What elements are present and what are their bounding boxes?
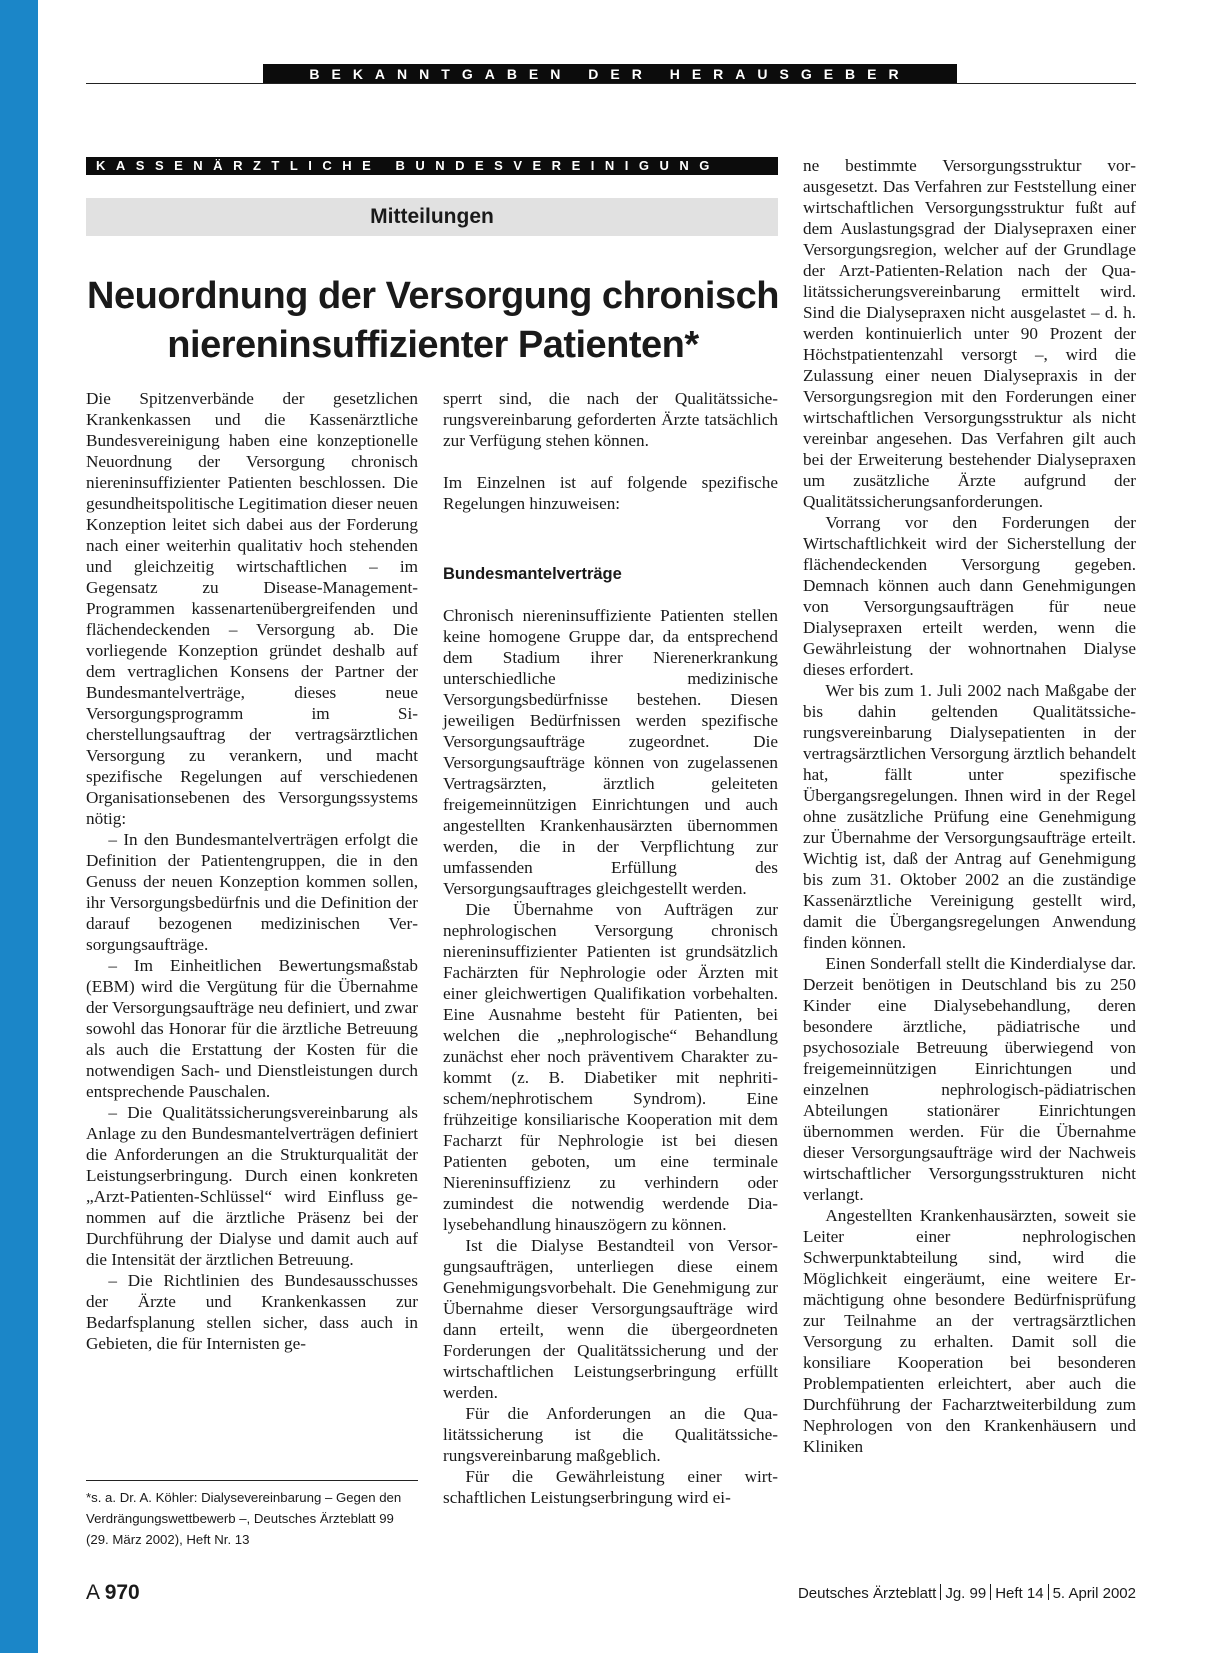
organization-banner: KASSENÄRZTLICHE BUNDESVEREINIGUNG (86, 157, 778, 175)
paragraph: Chronisch niereninsuffiziente Patienten stellen keine homogene Gruppe dar, da entsprechend dem Stadium ihrer Nierenerkrankung unterschiedliche medizinische Versorgungsbedürfnisse bestehen. Diesen jeweiligen Bedürfnissen werden spezifische Versorgungsaufträge zugeordnet. Die Versorgungsaufträge können von zugelassenen Vertragsärzten, ärztlich geleiteten freigemeinnützigen Einrichtungen und auch angestellten Krankenhausärzten übernommen werden, die in der Verpflichtung zur umfassenden Erfüllung des Versorgungsauftrages gleichgestellt werden. (443, 606, 778, 898)
journal-volume: Jg. 99 (945, 1585, 987, 1602)
page-prefix: A (86, 1581, 99, 1604)
journal-citation (798, 1584, 1136, 1604)
text-column-1 (86, 388, 418, 1354)
paragraph: – Die Qualitätssicherungsvereinbarung als Anlage zu den Bundesmantelverträgen definiert die Anforderungen an die Strukturqualität der Leistungserbringung. Durch einen konkreten „Arzt-Patienten-Schlüssel“ wird Einfluss genommen auf die ärztliche Präsenz bei der Durchführung der Dialyse und damit auch auf die Intensität der ärztlichen Betreuung. (86, 1103, 418, 1269)
header-rule (86, 83, 1136, 84)
divider (1048, 1584, 1049, 1600)
paragraph: Die Spitzenverbände der gesetzlichen Krankenkassen und die Kassenärztliche Bundesvereinigung haben eine konzeptionelle Neuordnung der Versorgung chronisch niereninsuffizienter Patienten beschlossen. Die gesundheitspolitische Legitimation dieser neuen Konzeption leitet sich dabei aus der Forderung nach einer weiterhin qualitativ hoch stehenden und gleichzeitig wirtschaftlichen – im Gegensatz zu Disease-Management-Programmen kassenartenübergreifenden und flächendeckenden – Versorgung ab. Die vorliegende Konzeption gründet deshalb auf dem vertraglichen Konsens der Partner der Bundesmantelverträge, dieses neue Versorgungsprogramm im Sicherstellungsauftrag der vertragsärztlichen Versorgung zu verankern, und macht spezifische Regelungen auf verschiedenen Organisationsebenen des Versorgungssystems nötig: (86, 389, 418, 828)
paragraph: Für die Anforderungen an die Qualitätssicherung ist die Qualitätssicherungsvereinbarung maßgeblich. (443, 1404, 778, 1465)
section-subheading: Bundesmantelverträge (443, 565, 622, 583)
category-label: Mitteilungen (86, 198, 778, 236)
footnote-rule (86, 1480, 418, 1481)
paragraph: Einen Sonderfall stellt die Kinderdialyse dar. Derzeit benötigen in Deutschland bis zu 250 Kinder eine Dialysebehandlung, deren besondere ärztliche, pädiatrische und psychosoziale Betreuung überwiegend von freigemeinnützigen Einrichtungen und einzelnen nephrologisch-pädiatrischen Abteilungen stationärer Einrichtungen übernommen werden. Für die Übernahme dieser Versorgungsaufträge wird der Nachweis wirtschaftlicher Versorgungsstrukturen nicht verlangt. (803, 954, 1136, 1204)
text-column-3 (803, 155, 1136, 1457)
paragraph: Ist die Dialyse Bestandteil von Versorgungsaufträgen, unterliegen diese einem Genehmigungsvorbehalt. Die Genehmigung zur Übernahme dieser Versorgungsaufträge wird dann erteilt, wenn die übergeordneten Forderungen der Qualitätssicherung und der wirtschaftlichen Leistungserbringung erfüllt werden. (443, 1236, 778, 1402)
footnote: *s. a. Dr. A. Köhler: Dialysevereinbarung – Gegen den Verdrängungswettbewerb –, Deutsches Ärzteblatt 99 (29. März 2002), Heft Nr. 13 (86, 1490, 402, 1547)
paragraph: sperrt sind, die nach der Qualitätssicherungsvereinbarung geforderten Ärzte tatsächlich zur Verfügung stehen können. (443, 389, 778, 450)
page-number-value: 970 (104, 1581, 140, 1604)
paragraph: – Im Einheitlichen Bewertungsmaßstab (EBM) wird die Vergütung für die Übernahme der Versorgungsaufträge neu definiert, und zwar sowohl das Honorar für die ärztliche Betreuung als auch die Erstattung der Kosten für die notwendigen Sach- und Dienstleistungen durch entsprechende Pauschalen. (86, 956, 418, 1101)
paragraph: – In den Bundesmantelverträgen erfolgt die Definition der Patientengruppen, die in den Genuss der neuen Konzeption kommen sollen, ihr Versorgungsbedürfnis und die Definition der darauf bezogenen medizinischen Versorgungsaufträge. (86, 830, 418, 954)
paragraph: Im Einzelnen ist auf folgende spezifische Regelungen hinzuweisen: (443, 473, 778, 513)
section-banner: BEKANNTGABEN DER HERAUSGEBER (263, 64, 957, 84)
page-number (86, 1580, 140, 1606)
text-column-2 (443, 388, 778, 1508)
article-title: Neuordnung der Versorgung chronisch niereninsuffizienter Patienten* (87, 275, 779, 366)
paragraph: Wer bis zum 1. Juli 2002 nach Maßgabe der bis dahin geltenden Qualitätssicherungsvereinbarung Dialysepatienten in der vertragsärztlichen Versorgung ärztlich behandelt hat, fällt unter spezifische Übergangsregelungen. Ihnen wird in der Regel ohne zusätzliche Prüfung eine Genehmigung zur Übernahme der Versorgungsaufträge erteilt. Wichtig ist, daß der Antrag auf Genehmigung bis zum 31. Oktober 2002 an die zuständige Kassenärztliche Vereinigung gestellt wird, damit die Übergangsregelungen Anwendung finden können. (803, 681, 1136, 952)
divider (940, 1584, 941, 1600)
paragraph: Für die Gewährleistung einer wirtschaftlichen Leistungserbringung wird ei- (443, 1467, 778, 1507)
paragraph: – Die Richtlinien des Bundesausschusses der Ärzte und Krankenkassen zur Bedarfsplanung stellen sicher, dass auch in Gebieten, die für Internisten ge- (86, 1271, 418, 1353)
journal-issue: Heft 14 (995, 1585, 1044, 1602)
journal-name: Deutsches Ärzteblatt (797, 1585, 937, 1602)
paragraph: Die Übernahme von Aufträgen zur nephrologischen Versorgung chronisch niereninsuffizienter Patienten ist grundsätzlich Fachärzten für Nephrologie oder Ärzten mit einer gleichwertigen Qualifikation vorbehalten. Eine Ausnahme besteht für Patienten, bei welchen die „nephrologische“ Behandlung zunächst eher noch präventivem Charakter zukommt (z. B. Diabetiker mit nephritischem/nephrotischem Syndrom). Eine frühzeitige konsiliarische Kooperation mit dem Facharzt für Nephrologie ist bei diesen Patienten geboten, um eine terminale Niereninsuffizienz zu verhindern oder zumindest die notwendig werdende Dialysebehandlung hinauszögern zu können. (443, 900, 778, 1234)
paragraph: Angestellten Krankenhausärzten, soweit sie Leiter einer nephrologischen Schwerpunktabteilung sind, wird die Möglichkeit eingeräumt, eine weitere Ermächtigung ohne besondere Bedürfnisprüfung zur Teilnahme an der vertragsärztlichen Versorgung zu erhalten. Damit soll die konsiliare Kooperation bei besonderen Problempatienten erleichtert, aber auch die Durchführung der Facharztweiterbildung zum Nephrologen von den Krankenhäusern und Kliniken (803, 1206, 1136, 1456)
journal-date: 5. April 2002 (1052, 1585, 1136, 1602)
paragraph: ne bestimmte Versorgungsstruktur vorausgesetzt. Das Verfahren zur Feststellung einer wirtschaftlichen Versorgungsstruktur fußt auf dem Auslastungsgrad der Dialysepraxen einer Versorgungsregion, welcher auf der Grundlage der Arzt-Patienten-Relation nach der Qualitätssicherungsvereinbarung ermittelt wird. Sind die Dialysepraxen nicht ausgelastet – d. h. werden kontinuierlich unter 90 Prozent der Höchstpatientenzahl versorgt –, wird die Zulassung einer neuen Dialysepraxis in der Versorgungsregion mit den Forderungen einer wirtschaftlichen Versorgungsstruktur als nicht vereinbar angesehen. Das Verfahren gilt auch bei der Erweiterung bestehender Dialysepraxen um zusätzliche Ärzte aufgrund der Qualitätssicherungsanforderungen. (803, 156, 1136, 511)
paragraph: Vorrang vor den Forderungen der Wirtschaftlichkeit wird der Sicherstellung der flächendeckenden Versorgung gegeben. Demnach können auch dann Genehmigungen von Versorgungsaufträgen für neue Dialysepraxen erteilt werden, wenn die Gewährleistung der wohnortnahen Dialyse dieses erfordert. (803, 513, 1136, 679)
divider (990, 1584, 991, 1600)
left-color-bar (0, 0, 38, 1653)
